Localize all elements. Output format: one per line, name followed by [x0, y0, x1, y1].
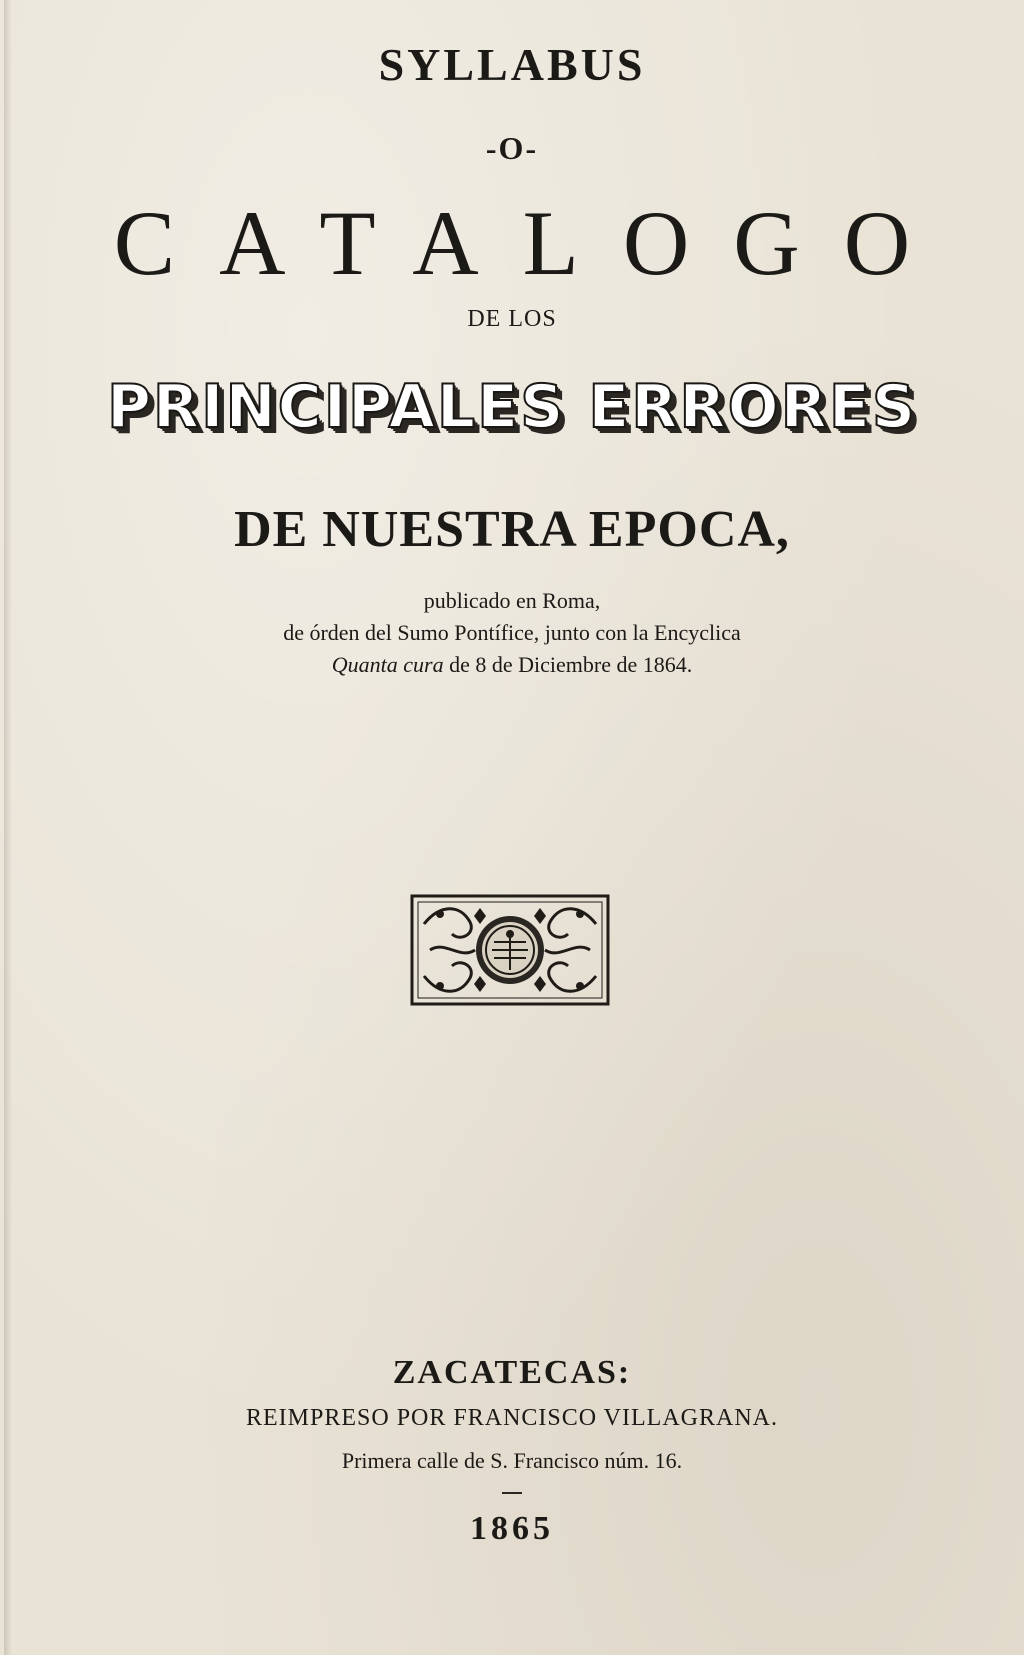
encyclical-date: de 8 de Diciembre de 1864. — [443, 652, 693, 677]
publication-line-1: publicado en Roma, — [423, 588, 601, 613]
imprint-year: 1865 — [470, 1510, 554, 1547]
imprint-divider — [502, 1492, 522, 1494]
encyclical-title: Quanta cura — [331, 652, 444, 677]
principales-errores-heading: PRINCIPALES ERRORES — [106, 372, 918, 442]
imprint-city: ZACATECAS: — [392, 1354, 632, 1391]
de-los-text: DE LOS — [467, 306, 557, 332]
printer-ornament-icon — [410, 894, 610, 1006]
catalogo-heading: CATALOGO — [113, 192, 955, 294]
publication-line-3 — [0, 652, 1024, 678]
conjunction-o: -O- — [485, 130, 539, 166]
imprint-printer: REIMPRESO POR FRANCISCO VILLAGRANA. — [246, 1405, 778, 1431]
de-nuestra-epoca-heading: DE NUESTRA EPOCA, — [234, 501, 790, 558]
imprint-address: Primera calle de S. Francisco núm. 16. — [341, 1448, 683, 1473]
syllabus-heading: SYLLABUS — [378, 39, 646, 90]
publication-line-2: de órden del Sumo Pontífice, junto con la Encyclica — [283, 620, 741, 645]
